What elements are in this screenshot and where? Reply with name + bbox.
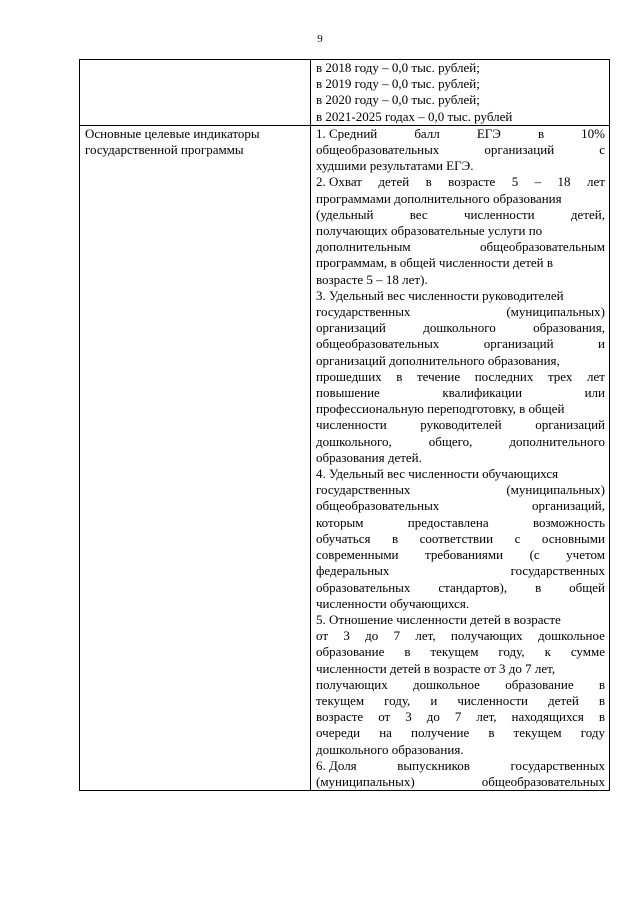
indicator-line: [316, 239, 605, 255]
indicator-word: сумме: [570, 644, 605, 660]
indicator-word: образования,: [533, 320, 605, 336]
indicator-line: профессиональную переподготовку, в общей: [316, 401, 565, 417]
indicator-line: организаций дополнительного образования,: [316, 352, 560, 368]
indicator-word: и: [430, 692, 438, 708]
indicator-line: [316, 369, 605, 385]
indicator-line: программам, в общей численности детей в: [316, 255, 554, 271]
indicator-word: государственных: [510, 757, 605, 773]
indicator-item: [316, 174, 605, 287]
indicator-word: стандартов),: [438, 579, 508, 595]
indicator-word: с: [514, 530, 521, 546]
indicator-item: [316, 288, 605, 466]
indicator-word: 6. Доля: [316, 757, 357, 773]
indicator-word: дошкольное: [413, 676, 480, 692]
indicator-line: 4. Удельный вес численности обучающихся: [316, 466, 559, 482]
indicator-word: образовательных: [316, 579, 411, 595]
indicator-word: текущем: [316, 692, 365, 708]
indicator-word: государственных: [510, 563, 605, 579]
indicator-line: [316, 336, 605, 352]
indicator-word: 5: [511, 174, 519, 190]
indicator-word: в: [598, 676, 605, 692]
indicator-line: численности обучающихся.: [316, 595, 470, 611]
indicator-line: 3. Удельный вес численности руководителей: [316, 287, 564, 303]
indicators-row-label: [80, 125, 311, 790]
indicator-word: получение: [411, 725, 470, 741]
indicator-word: году: [580, 725, 605, 741]
indicator-word: и: [598, 336, 605, 352]
indicator-line: [316, 563, 605, 579]
indicator-word: течение: [416, 368, 461, 384]
indicator-word: детей,: [570, 206, 605, 222]
indicator-word: повышение: [316, 385, 380, 401]
indicator-word: (муниципальных): [316, 773, 415, 789]
indicator-word: лет: [587, 368, 605, 384]
indicator-word: образование: [505, 676, 574, 692]
indicator-line: [316, 304, 605, 320]
indicator-word: требованиями: [425, 547, 504, 563]
indicator-item: [316, 612, 605, 758]
indicator-word: до: [426, 709, 440, 725]
indicator-word: государственных: [316, 482, 411, 498]
indicator-word: лет: [586, 174, 605, 190]
indicator-word: 7: [393, 628, 401, 644]
funding-line: в 2021-2025 годах – 0,0 тыс. рублей: [316, 108, 513, 124]
indicator-line: [316, 758, 605, 774]
indicator-word: дошкольное: [538, 628, 605, 644]
funding-line: в 2019 году – 0,0 тыс. рублей;: [316, 76, 480, 92]
indicator-word: лет,: [415, 628, 436, 644]
indicator-word: дополнительным: [316, 239, 411, 255]
indicator-word: на: [379, 725, 392, 741]
indicator-line: [316, 482, 605, 498]
indicator-line: [316, 774, 605, 790]
indicators-row: [80, 125, 610, 790]
indicators-label-line: Основные целевые индикаторы: [85, 125, 260, 141]
indicator-word: (удельный: [316, 206, 374, 222]
indicator-line: [316, 434, 605, 450]
indicator-line: численности детей в возрасте от 3 до 7 лет,: [316, 660, 556, 676]
indicator-word: учетом: [566, 547, 605, 563]
indicator-word: 18: [557, 174, 571, 190]
indicator-word: основными: [541, 530, 605, 546]
indicator-word: в: [535, 579, 542, 595]
indicator-word: общеобразовательных: [316, 498, 440, 514]
indicator-word: которым: [316, 514, 364, 530]
indicator-line: [316, 174, 605, 190]
indicator-line: [316, 547, 605, 563]
indicator-word: образование: [316, 644, 385, 660]
indicator-word: общего,: [428, 433, 473, 449]
indicator-line: [316, 531, 605, 547]
indicator-word: прошедших: [316, 368, 382, 384]
indicator-word: 3: [405, 709, 412, 725]
indicator-word: году,: [498, 644, 525, 660]
indicator-word: 2. Охват: [316, 174, 362, 190]
indicator-line: образования детей.: [316, 449, 422, 465]
indicator-word: году,: [384, 692, 411, 708]
indicator-line: дошкольного образования.: [316, 741, 464, 757]
indicator-word: общеобразовательных: [316, 336, 440, 352]
indicator-word: текущем: [430, 644, 479, 660]
indicator-line: [316, 515, 605, 531]
indicator-word: организаций,: [531, 498, 605, 514]
funding-line: в 2020 году – 0,0 тыс. рублей;: [316, 92, 480, 108]
page-number: 9: [317, 33, 323, 45]
indicator-word: дошкольного: [423, 320, 496, 336]
indicator-word: в: [537, 125, 545, 141]
indicator-word: дополнительного: [509, 433, 605, 449]
indicator-line: возрасте 5 – 18 лет).: [316, 271, 428, 287]
indicator-word: к: [544, 644, 551, 660]
indicator-word: вес: [409, 206, 428, 222]
indicator-line: [316, 207, 605, 223]
indicator-line: [316, 693, 605, 709]
indicator-word: предоставлена: [407, 514, 489, 530]
indicator-word: возрасте: [448, 174, 496, 190]
indicator-line: [316, 709, 605, 725]
indicator-word: обучаться: [316, 530, 371, 546]
indicator-word: лет,: [476, 709, 497, 725]
indicator-word: организаций: [535, 417, 605, 433]
indicator-word: соответствии: [419, 530, 494, 546]
indicator-word: современными: [316, 547, 399, 563]
indicators-list: [311, 125, 610, 790]
indicators-label-line: государственной программы: [85, 142, 244, 158]
indicator-word: текущем: [513, 725, 562, 741]
indicator-line: [316, 644, 605, 660]
indicator-word: общеобразовательным: [479, 239, 605, 255]
indicator-line: [316, 417, 605, 433]
indicator-word: численности: [316, 417, 387, 433]
indicator-line: худшими результатами ЕГЭ.: [316, 158, 474, 174]
indicator-word: балл: [414, 125, 440, 141]
indicator-word: (муниципальных): [506, 482, 605, 498]
indicator-word: руководителей: [420, 417, 502, 433]
indicator-word: трех: [547, 368, 573, 384]
indicator-line: [316, 580, 605, 596]
indicator-word: 7: [454, 709, 462, 725]
indicator-line: получающих образовательные услуги по: [316, 223, 543, 239]
indicator-item: [316, 758, 605, 790]
indicator-word: или: [584, 385, 605, 401]
indicator-line: [316, 385, 605, 401]
indicator-word: детей: [548, 692, 579, 708]
funding-row-values: [311, 60, 610, 126]
funding-row-label: [80, 60, 311, 126]
indicator-word: находящихся: [511, 709, 584, 725]
funding-row: [80, 60, 610, 126]
indicator-word: в: [598, 709, 605, 725]
indicator-line: программами дополнительного образования: [316, 190, 562, 206]
indicator-word: от: [316, 628, 329, 644]
indicator-word: выпускников: [397, 757, 470, 773]
indicator-word: от: [378, 709, 391, 725]
indicator-word: общеобразовательных: [481, 773, 605, 789]
indicator-line: [316, 628, 605, 644]
indicator-word: 3: [343, 628, 350, 644]
indicator-word: (с: [529, 547, 540, 563]
indicator-word: организаций: [316, 320, 386, 336]
indicator-word: квалификации: [442, 385, 523, 401]
indicator-word: в: [391, 530, 399, 546]
indicator-word: численности: [463, 206, 535, 222]
indicator-word: с: [599, 142, 605, 158]
indicator-word: 1. Средний: [316, 125, 378, 141]
indicator-line: [316, 725, 605, 741]
indicator-word: организаций: [484, 142, 555, 158]
indicator-word: в: [396, 368, 403, 384]
indicator-word: общеобразовательных: [316, 142, 440, 158]
indicator-word: очереди: [316, 725, 361, 741]
indicator-word: последних: [474, 368, 534, 384]
indicator-word: дошкольного,: [316, 433, 392, 449]
indicator-word: в: [488, 725, 495, 741]
indicator-word: возрасте: [316, 709, 364, 725]
indicator-word: организаций: [483, 336, 554, 352]
indicator-word: численности: [457, 692, 528, 708]
indicator-word: государственных: [316, 304, 411, 320]
indicator-word: получающих: [316, 676, 388, 692]
indicator-line: [316, 320, 605, 336]
indicator-word: (муниципальных): [506, 304, 605, 320]
indicator-line: [316, 142, 605, 158]
indicator-word: в: [598, 692, 605, 708]
indicator-line: 5. Отношение численности детей в возрасте: [316, 611, 561, 627]
indicator-word: детей: [378, 174, 410, 190]
indicator-word: 10%: [581, 125, 605, 141]
funding-line: в 2018 году – 0,0 тыс. рублей;: [316, 60, 480, 75]
indicator-item: [316, 466, 605, 612]
indicator-word: в: [404, 644, 411, 660]
program-passport-table: [79, 59, 610, 791]
indicator-line: [316, 498, 605, 514]
indicator-line: [316, 677, 605, 693]
indicator-word: до: [365, 628, 379, 644]
indicator-word: федеральных: [316, 563, 390, 579]
indicator-word: получающих: [450, 628, 523, 644]
indicator-item: [316, 126, 605, 175]
indicator-word: –: [534, 174, 542, 190]
indicator-word: ЕГЭ: [476, 125, 501, 141]
indicator-line: [316, 126, 605, 142]
indicator-word: в: [425, 174, 432, 190]
indicator-word: возможность: [532, 514, 605, 530]
indicator-word: общей: [569, 579, 605, 595]
